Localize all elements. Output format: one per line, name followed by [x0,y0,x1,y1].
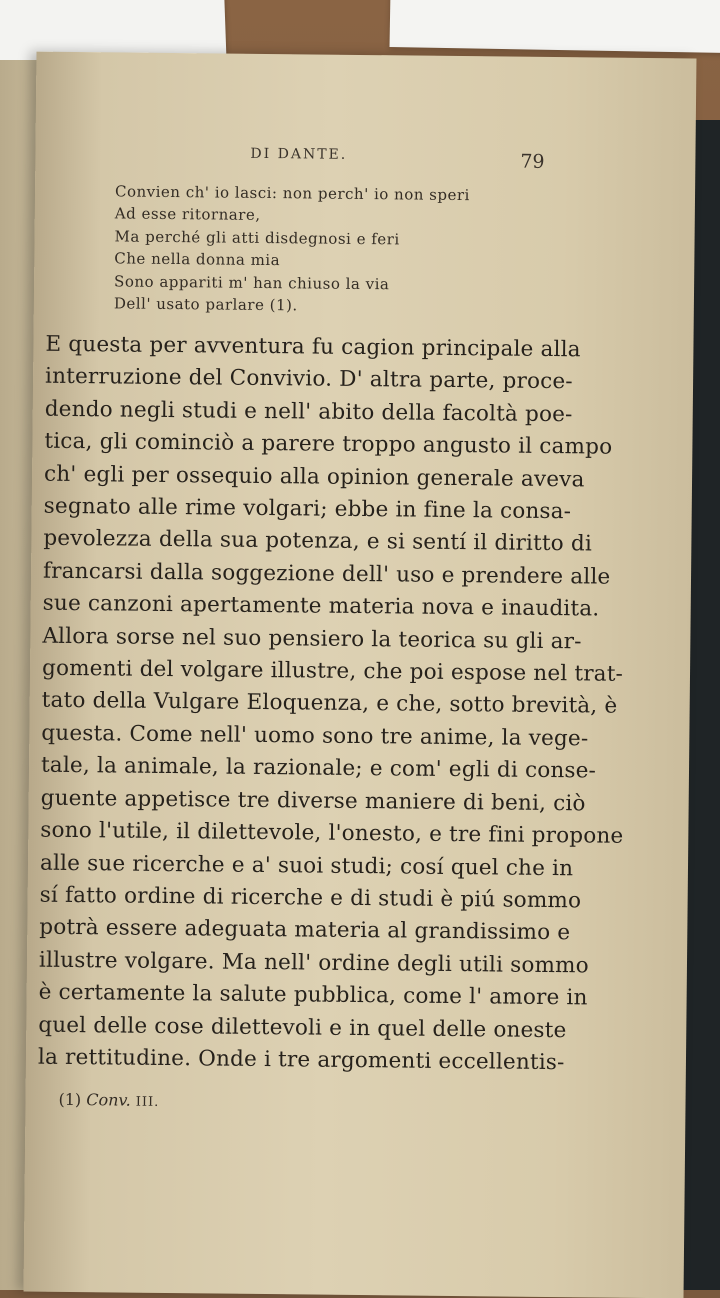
prose-paragraph [37,329,624,1080]
footnote-reference: Conv. [86,1090,131,1110]
running-head: DI DANTE. [250,145,348,163]
prose-line: la rettitudine. Onde i tre argomenti eccellentis- [37,1044,565,1076]
prose-line: sono l'utile, il dilettevole, l'onesto, e tre fini propone [40,817,624,849]
prose-line: E questa per avventura fu cagion principale alla [45,331,581,363]
prose-line: quel delle cose dilettevoli e in quel delle oneste [38,1012,567,1043]
prose-line: tale, la animale, la razionale; e com' egli di conse- [40,752,597,784]
prose-line: illustre volgare. Ma nell' ordine degli utili sommo [38,947,589,979]
prose-line: tato della Vulgare Eloquenza, e che, sotto brevità, è [41,688,618,720]
prose-line: segnato alle rime volgari; ebbe in fine la consa- [43,493,572,525]
prose-line: guente appetisce tre diverse maniere di beni, ciò [40,785,586,817]
book-page [24,52,697,1298]
prose-line: sue canzoni apertamente materia nova e inaudita. [42,590,600,622]
verse-block [114,180,470,318]
prose-line: dendo negli studi e nell' abito della facoltà poe- [44,396,573,428]
prose-line: è certamente la salute pubblica, come l' amore in [38,979,588,1011]
loose-paper-right [390,0,720,53]
verse-line: Ad esse ritornare, [114,204,261,225]
footnote-marker: (1) [58,1089,82,1110]
prose-line: francarsi dalla soggezione dell' uso e prendere alle [42,558,611,590]
verse-line: Che nella donna mia [114,249,281,270]
prose-line: potrà essere adeguata materia al grandissimo e [39,914,571,946]
prose-line: pevolezza della sua potenza, e si sentí il diritto di [43,526,593,557]
prose-line: questa. Come nell' uomo sono tre anime, la vege- [41,720,589,752]
prose-line: tica, gli cominciò a parere troppo angusto il campo [44,428,613,460]
prose-line: sí fatto ordine di ricerche e di studi è piú sommo [39,882,582,914]
footnote [58,1090,159,1110]
page-number: 79 [520,150,545,173]
prose-line: Allora sorse nel suo pensiero la teorica su gli ar- [42,623,582,654]
prose-line: alle sue ricerche e a' suoi studi; cosí quel che in [39,850,574,881]
verse-line: Sono appariti m' han chiuso la via [114,272,390,293]
verse-line: Convien ch' io lasci: non perch' io non speri [114,182,470,205]
footnote-numeral: III. [135,1094,160,1110]
prose-line: gomenti del volgare illustre, che poi espose nel trat- [41,655,624,687]
verse-line: Ma perché gli atti disdegnosi e feri [114,227,400,249]
verse-line: Dell' usato parlare (1). [113,294,298,315]
prose-line: ch' egli per ossequio alla opinion generale aveva [43,461,585,492]
prose-line: interruzione del Convivio. D' altra parte, proce- [44,364,573,395]
